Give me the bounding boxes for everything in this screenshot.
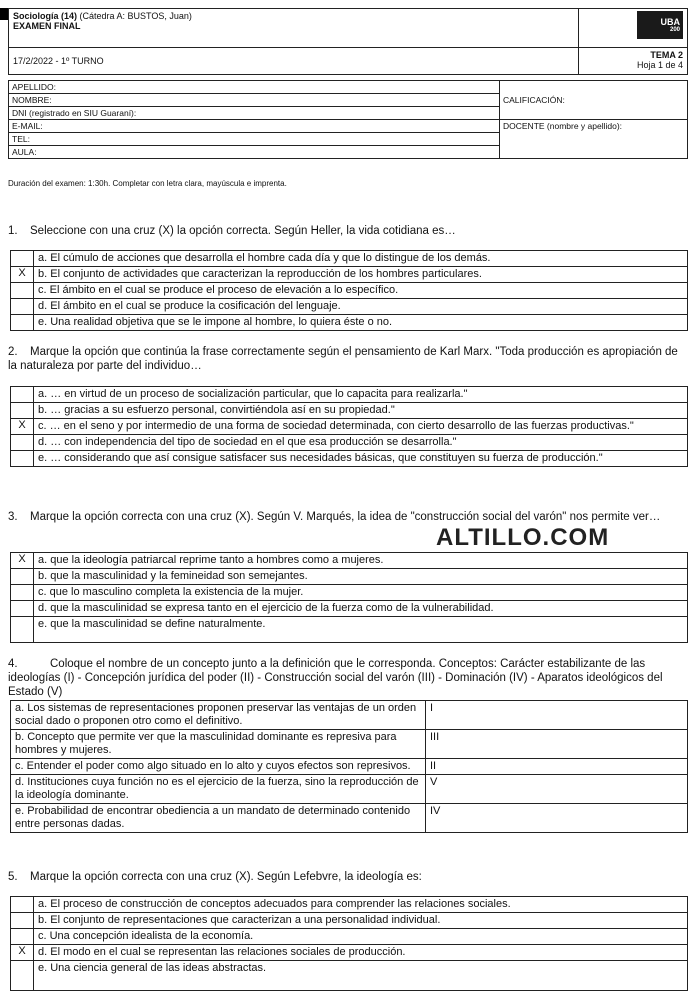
option-text: d. … con independencia del tipo de sociedad en el que esa producción se desarrolla." [34,435,688,451]
option-text: e. … considerando que así consigue satisfacer sus necesidades básicas, que constituyen su fuerza de producción." [34,451,688,467]
name-field[interactable]: NOMBRE: [9,94,500,107]
option-row[interactable] [11,283,688,299]
question-2-options [10,386,688,467]
definition-text: c. Entender el poder como algo situado en lo alto y cuyos efectos son represivos. [11,759,426,775]
option-text: b. que la masculinidad y la femineidad son semejantes. [34,569,688,585]
answer-mark[interactable] [11,929,34,945]
answer-mark[interactable] [11,403,34,419]
option-row[interactable] [11,569,688,585]
answer-mark[interactable]: X [11,267,34,283]
tel-field[interactable]: TEL: [9,133,500,146]
answer-mark[interactable] [11,451,34,467]
question-3-options [10,552,688,643]
option-row[interactable] [11,585,688,601]
watermark: ALTILLO.COM [436,524,610,551]
option-text: a. … en virtud de un proceso de socialización particular, que lo capacita para realizarla." [34,387,688,403]
definition-row [11,759,688,775]
duration-note: Duración del examen: 1:30h. Completar con letra clara, mayúscula e imprenta. [8,179,287,188]
question-1-options [10,250,688,331]
option-text: e. que la masculinidad se define naturalmente. [34,617,688,643]
question-4-table [10,700,688,833]
option-row[interactable] [11,451,688,467]
concept-answer[interactable]: III [426,730,688,759]
exam-type: EXAMEN FINAL [13,21,81,31]
option-row[interactable] [11,913,688,929]
student-info-table [8,80,688,159]
concept-answer[interactable]: I [426,701,688,730]
question-5-options [10,896,688,991]
option-text: a. El proceso de construcción de conceptos adecuados para comprender las relaciones sociales. [34,897,688,913]
question-3: 3. Marque la opción correcta con una cruz (X). Según V. Marqués, la idea de "construcción social del varón" nos permite ver… [8,511,661,523]
option-text: d. que la masculinidad se expresa tanto en el ejercicio de la fuerza como de la vulnerabilidad. [34,601,688,617]
answer-mark[interactable]: X [11,419,34,435]
answer-mark[interactable] [11,251,34,267]
exam-date: 17/2/2022 - 1º TURNO [13,56,104,66]
sheet-number: Hoja 1 de 4 [636,60,683,70]
answer-mark[interactable] [11,585,34,601]
answer-mark[interactable] [11,961,34,991]
option-text: b. El conjunto de actividades que caracterizan la reproducción de los hombres particulares. [34,267,688,283]
question-4: 4. Coloque el nombre de un concepto junto a la definición que le corresponda. Conceptos: Carácter estabilizante de las ideologías (I) - Concepción jurídica del poder (II) - Construcción social del varón (III) - Dominación (IV) - Aparatos ideológicos del Estado (V) [8,658,663,698]
answer-mark[interactable] [11,299,34,315]
uba-logo: UBA 200 [637,11,683,39]
option-row[interactable] [11,897,688,913]
option-row[interactable] [11,387,688,403]
option-row[interactable] [11,403,688,419]
option-row[interactable] [11,553,688,569]
grade-field[interactable]: CALIFICACIÓN: [500,81,688,120]
definition-text: a. Los sistemas de representaciones proponen preservar las ventajas de un orden social dado o proponen otro como el definitivo. [11,701,426,730]
answer-mark[interactable] [11,913,34,929]
answer-mark[interactable] [11,315,34,331]
option-text: a. El cúmulo de acciones que desarrolla el hombre cada día y que lo distingue de los demás. [34,251,688,267]
answer-mark[interactable]: X [11,945,34,961]
option-row[interactable] [11,929,688,945]
dni-field[interactable]: DNI (registrado en SIU Guaraní): [9,107,500,120]
concept-answer[interactable]: II [426,759,688,775]
question-1: 1. Seleccione con una cruz (X) la opción correcta. Según Heller, la vida cotidiana es… [8,225,456,237]
option-row[interactable] [11,617,688,643]
surname-field[interactable]: APELLIDO: [9,81,500,94]
chair-name: (Cátedra A: BUSTOS, Juan) [79,11,192,21]
option-row[interactable] [11,601,688,617]
option-text: c. … en el seno y por intermedio de una forma de sociedad determinada, con cierto desarrollo de las fuerzas productivas." [34,419,688,435]
option-text: d. El modo en el cual se representan las relaciones sociales de producción. [34,945,688,961]
definition-row [11,730,688,759]
course-name: Sociología (14) [13,11,78,21]
definition-text: b. Concepto que permite ver que la masculinidad dominante es represiva para hombres y mujeres. [11,730,426,759]
exam-header [8,8,688,75]
option-text: e. Una realidad objetiva que se le impone al hombre, lo quiera éste o no. [34,315,688,331]
definition-row [11,775,688,804]
definition-row [11,804,688,833]
answer-mark[interactable] [11,435,34,451]
option-row[interactable] [11,435,688,451]
option-text: c. Una concepción idealista de la economía. [34,929,688,945]
option-row[interactable] [11,251,688,267]
option-text: c. El ámbito en el cual se produce el proceso de elevación a lo específico. [34,283,688,299]
answer-mark[interactable] [11,617,34,643]
question-2: 2. Marque la opción que continúa la frase correctamente según el pensamiento de Karl Marx. "Toda producción es apropiación de la naturaleza por parte del individuo… [8,346,678,372]
option-row[interactable] [11,945,688,961]
concept-answer[interactable]: IV [426,804,688,833]
exam-topic: TEMA 2 [650,50,683,60]
answer-mark[interactable] [11,569,34,585]
option-text: b. El conjunto de representaciones que caracterizan a una personalidad individual. [34,913,688,929]
option-text: c. que lo masculino completa la existencia de la mujer. [34,585,688,601]
option-text: e. Una ciencia general de las ideas abstractas. [34,961,688,991]
email-field[interactable]: E-MAIL: [9,120,500,133]
option-row[interactable] [11,961,688,991]
answer-mark[interactable] [11,601,34,617]
option-text: a. que la ideología patriarcal reprime tanto a hombres como a mujeres. [34,553,688,569]
question-5: 5. Marque la opción correcta con una cruz (X). Según Lefebvre, la ideología es: [8,871,422,883]
option-row[interactable] [11,267,688,283]
option-text: b. … gracias a su esfuerzo personal, convirtiéndola así en su propiedad." [34,403,688,419]
option-row[interactable] [11,419,688,435]
answer-mark[interactable] [11,283,34,299]
concept-answer[interactable]: V [426,775,688,804]
answer-mark[interactable] [11,897,34,913]
answer-mark[interactable]: X [11,553,34,569]
definition-text: e. Probabilidad de encontrar obediencia a un mandato de determinado contenido entre personas dadas. [11,804,426,833]
option-row[interactable] [11,315,688,331]
answer-mark[interactable] [11,387,34,403]
definition-row [11,701,688,730]
definition-text: d. Instituciones cuya función no es el ejercicio de la fuerza, sino la reproducción de la ideología dominante. [11,775,426,804]
option-row[interactable] [11,299,688,315]
classroom-field[interactable]: AULA: [9,146,500,159]
teacher-field[interactable]: DOCENTE (nombre y apellido): [500,120,688,159]
option-text: d. El ámbito en el cual se produce la cosificación del lenguaje. [34,299,688,315]
